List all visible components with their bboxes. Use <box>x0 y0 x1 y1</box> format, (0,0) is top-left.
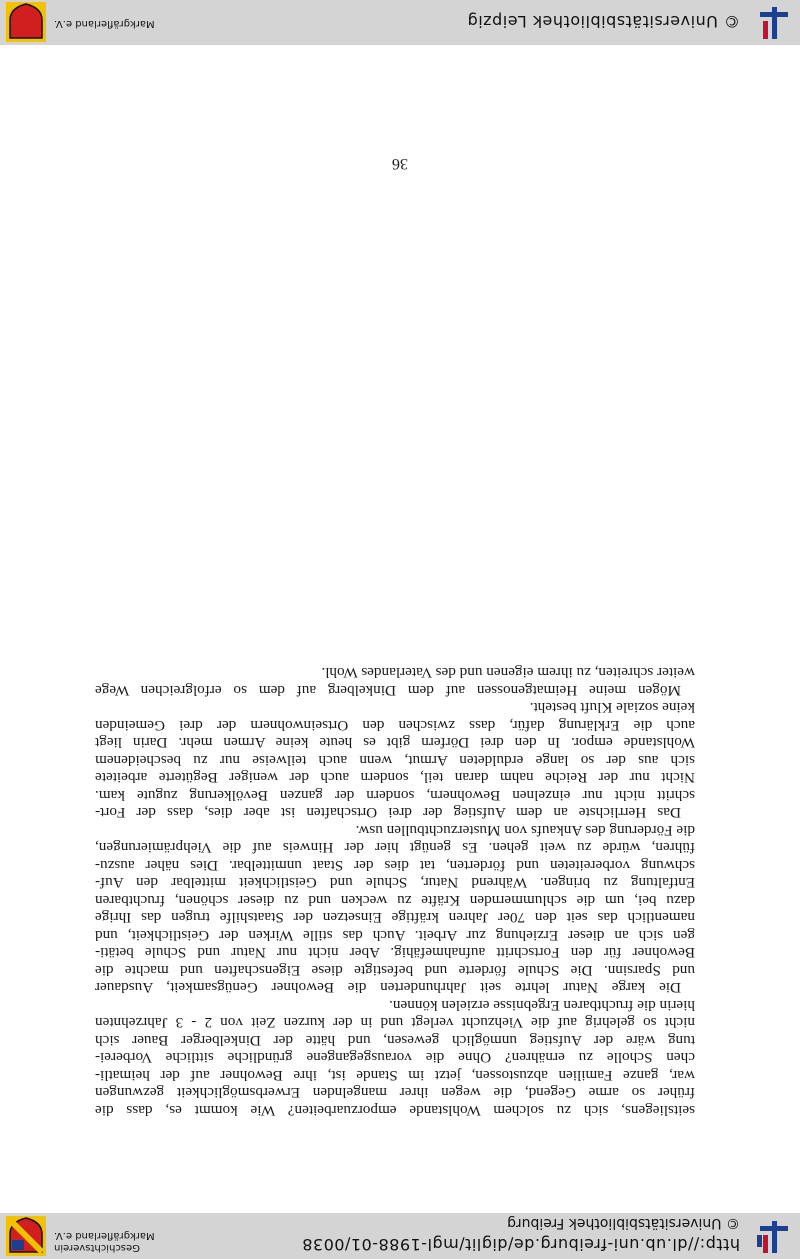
text-line: hierin die fruchtbaren Ergebnisse erzielen können. <box>389 997 695 1014</box>
text-line: gen sich an dieser Erziehung zur Arbeit. Auch das stille Wirken der Geistlichkeit, und <box>95 927 695 944</box>
text-line: sich aus der so lange erduldeten Armut, wenn auch teilweise nur zu bescheidenem <box>95 752 695 769</box>
footer-copyright-notice: © Universitätsbibliothek Leipzig <box>467 12 740 31</box>
coat-of-arms-icon <box>6 1216 46 1256</box>
text-line: früher so arme Gegend, die wegen ihrer mangelnden Erwerbsmöglichkeit gezwungen <box>95 1084 695 1102</box>
society-name-line-1: Geschichtsverein <box>54 1242 140 1253</box>
text-line: schwung vorbereiteten und förderten, tat dies der Staat unmittelbar. Dies näher auszu- <box>95 857 695 874</box>
viewer-header-bar <box>0 1213 800 1259</box>
document-url-link[interactable]: http://dl.ub.uni-freiburg.de/diglit/mgl-1988-01/0038 <box>301 1235 740 1254</box>
text-line: seitsliegens, sich zu solchem Wohlstande emporzuarbeiten? Wie kommt es, dass die <box>95 1102 695 1119</box>
footer-society-name: Markgräflerland e.V. <box>54 18 155 29</box>
library-logo-icon <box>748 3 792 43</box>
text-line: war, ganze Familien abzustossen, jetzt im Stande ist, ihre Bewohner auf der heimatli- <box>95 1067 695 1084</box>
viewer-footer-bar <box>0 0 800 45</box>
page-number: 36 <box>392 155 408 172</box>
scanned-page <box>0 45 800 1213</box>
text-line: Die karge Natur lehrte seit Jahrhunderten die Bewohner Genügsamkeit, Ausdauer <box>95 979 681 997</box>
text-line: auch die Erklärung dafür, dass zwischen den Ortseinwohnern der drei Gemeinden <box>95 717 695 734</box>
society-name-line-2: Markgräflerland e.V. <box>54 1230 155 1241</box>
text-line: Das Herrlichste an dem Aufstieg der drei Ortschaften ist aber dies, dass der Fort- <box>95 804 681 822</box>
text-line: Wohlstande empor. In den drei Dörfern gibt es heute keine Armen mehr. Darin liegt <box>95 734 695 752</box>
body-text <box>95 664 695 1119</box>
text-line: nicht so gelehrig auf die Viehzucht verlegt und in der kurzen Zeit von 2 - 3 Jahrzehnten <box>95 1014 695 1032</box>
society-name <box>54 1229 155 1253</box>
text-line: Nicht nur der Reiche nahm daran teil, sondern auch der weniger Begüterte arbeitete <box>95 769 695 787</box>
text-line: Entfaltung zu bringen. Während Natur, Schule und Geistlichkeit mittelbar den Auf- <box>95 874 695 892</box>
text-line: schritt nicht nur einzelnen Bewohnern, sondern der ganzen Bevölkerung zugute kam. <box>95 787 695 804</box>
text-line: dazu bei, um die schlummernden Kräfte zu wecken und zu dieser schönen, fruchtbaren <box>95 892 695 909</box>
copyright-notice: © Universitätsbibliothek Freiburg <box>507 1215 740 1231</box>
text-line: Bewohner für den Fortschritt aufnahmefähig. Aber nicht nur Natur und Schule betäti- <box>95 944 695 962</box>
text-line: keine soziale Kluft besteht. <box>529 699 695 717</box>
coat-of-arms-icon <box>6 2 46 42</box>
text-line: weiter schreiten, zu ihrem eigenen und des Vaterlandes Wohl. <box>321 664 695 682</box>
library-logo-icon <box>748 1217 792 1257</box>
text-line: chen Scholle zu ernähren? Ohne die vorausgegangene gründliche sittliche Vorberei- <box>95 1049 695 1067</box>
text-line: und Sparsinn. Die Schule förderte und befestigte diese Eigenschaften und machte die <box>95 962 695 979</box>
text-line: Mögen meine Heimatgenossen auf dem Dinkelberg auf dem so erfolgreichen Wege <box>95 682 681 699</box>
text-line: die Förderung des Ankaufs von Musterzuchtbullen usw. <box>355 822 695 839</box>
text-line: führen, würde zu weit gehen. Es genügt hier der Hinweis auf die Viehprämierungen, <box>95 839 695 857</box>
text-line: namentlich das seit den 70er Jahren kräftige Einsetzen der Staatshilfe trugen das Ihrige <box>95 909 695 927</box>
text-line: tung wäre der Aufstieg unmöglich gewesen, und hätte der Dinkelberger Bauer sich <box>95 1032 695 1049</box>
